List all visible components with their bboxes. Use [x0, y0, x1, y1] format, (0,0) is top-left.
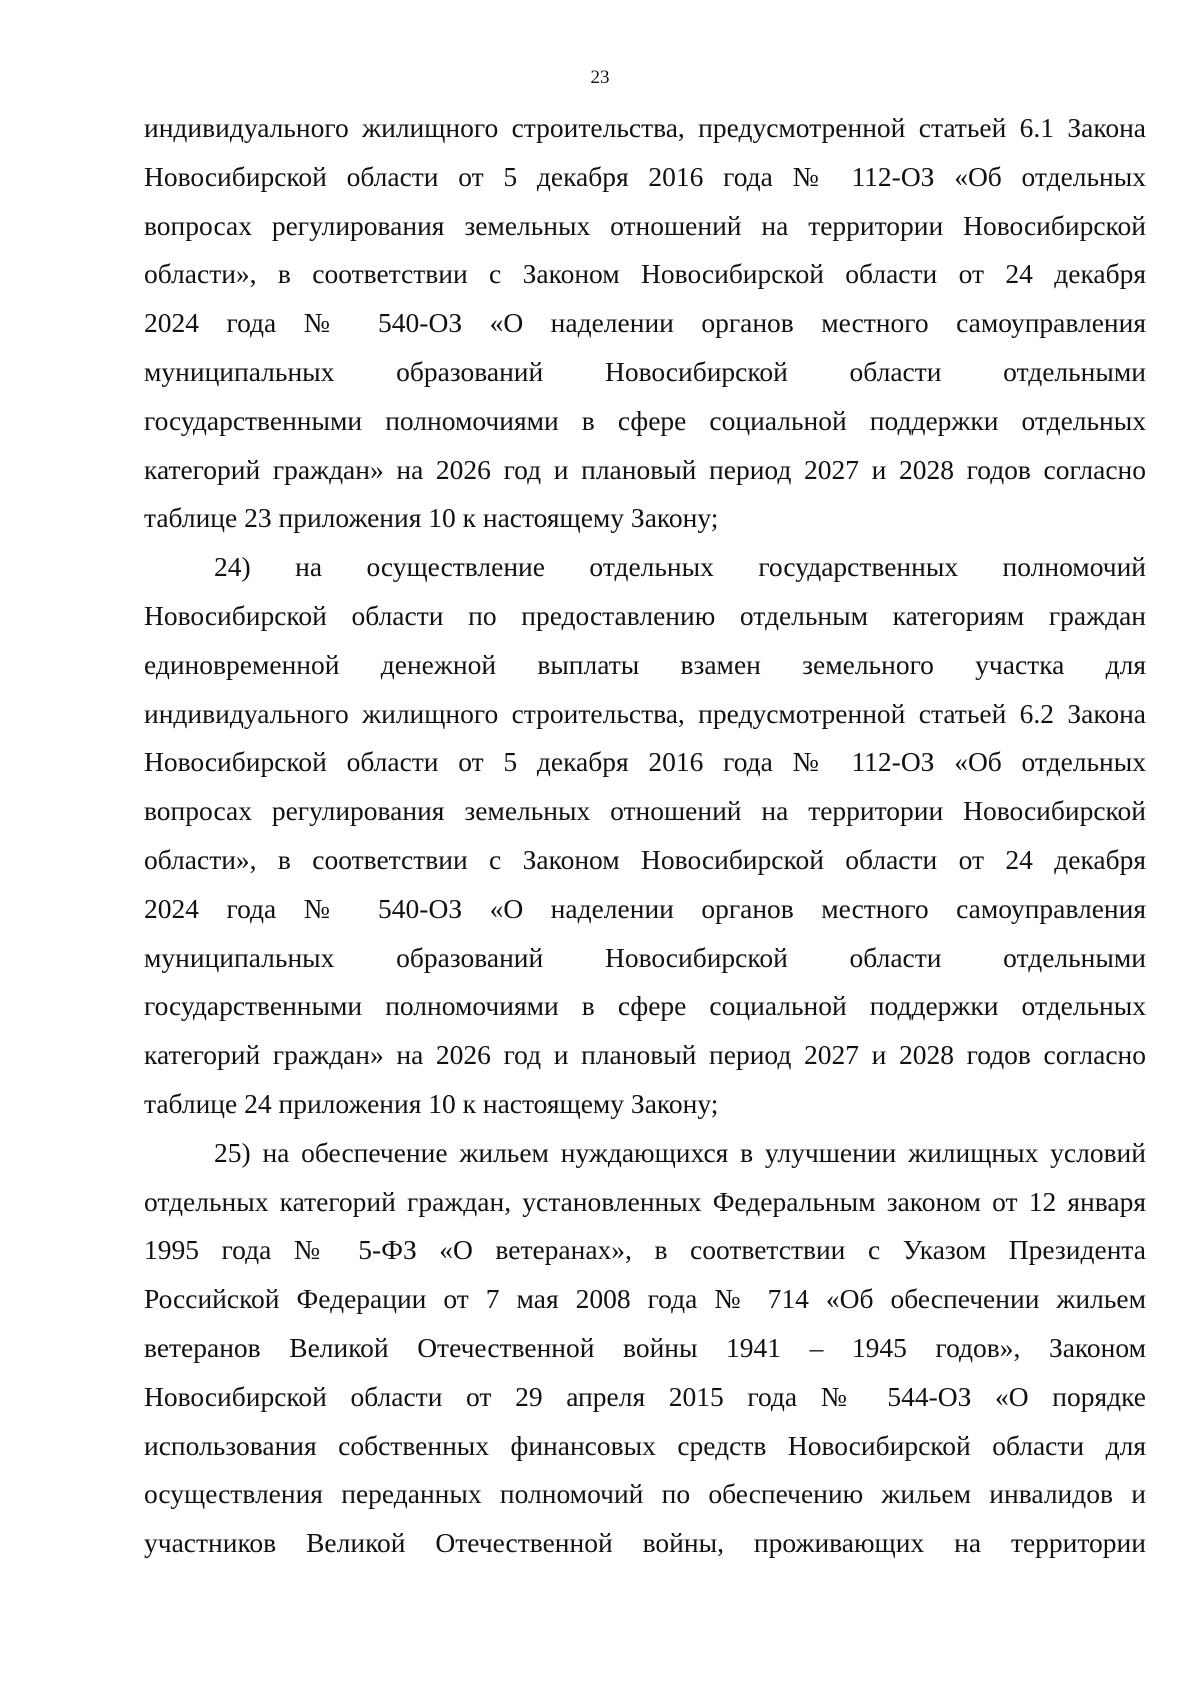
text-line: категорий граждан» на 2026 год и плановый период 2027 и 2028 годов согласно — [144, 1039, 1146, 1071]
text-line: области», в соответствии с Законом Новосибирской области от 24 декабря — [144, 843, 1146, 875]
text-line: области», в соответствии с Законом Новосибирской области от 24 декабря — [144, 258, 1146, 290]
text-line: категорий граждан» на 2026 год и плановый период 2027 и 2028 годов согласно — [144, 453, 1146, 485]
page-number: 23 — [590, 67, 610, 88]
text-line: участников Великой Отечественной войны, проживающих на территории — [144, 1527, 1146, 1559]
text-line: государственными полномочиями в сфере социальной поддержки отдельных — [144, 990, 1146, 1022]
text-line: 25) на обеспечение жильем нуждающихся в улучшении жилищных условий — [214, 1136, 1146, 1168]
text-line: ветеранов Великой Отечественной войны 1941 – 1945 годов», Законом — [144, 1331, 1146, 1363]
text-line: Новосибирской области от 29 апреля 2015 года № 544-ОЗ «О порядке — [144, 1380, 1146, 1412]
text-line: вопросах регулирования земельных отношений на территории Новосибирской — [144, 209, 1146, 241]
text-line: 2024 года № 540-ОЗ «О наделении органов местного самоуправления — [144, 307, 1146, 339]
text-line: единовременной денежной выплаты взамен земельного участка для — [144, 648, 1146, 680]
text-line: государственными полномочиями в сфере социальной поддержки отдельных — [144, 404, 1146, 436]
text-line: таблице 24 приложения 10 к настоящему Закону; — [144, 1087, 719, 1119]
text-line: Российской Федерации от 7 мая 2008 года № 714 «Об обеспечении жильем — [144, 1283, 1146, 1315]
text-line: индивидуального жилищного строительства, предусмотренной статьей 6.2 Закона — [144, 697, 1146, 729]
paragraph-item-25 — [144, 1129, 1146, 1568]
document-body — [144, 104, 1146, 1568]
text-line: вопросах регулирования земельных отношений на территории Новосибирской — [144, 795, 1146, 827]
text-line: муниципальных образований Новосибирской области отдельными — [144, 941, 1146, 973]
text-line: 1995 года № 5-ФЗ «О ветеранах», в соответствии с Указом Президента — [144, 1234, 1146, 1266]
text-line: 2024 года № 540-ОЗ «О наделении органов местного самоуправления — [144, 892, 1146, 924]
text-line: использования собственных финансовых средств Новосибирской области для — [144, 1429, 1146, 1461]
text-line: Новосибирской области по предоставлению отдельным категориям граждан — [144, 599, 1146, 631]
text-line: Новосибирской области от 5 декабря 2016 года № 112-ОЗ «Об отдельных — [144, 746, 1146, 778]
paragraph-item-24 — [144, 543, 1146, 1129]
text-line: таблице 23 приложения 10 к настоящему Закону; — [144, 502, 719, 534]
text-line: 24) на осуществление отдельных государственных полномочий — [214, 551, 1146, 583]
text-line: муниципальных образований Новосибирской области отдельными — [144, 355, 1146, 387]
text-line: отдельных категорий граждан, установленных Федеральным законом от 12 января — [144, 1185, 1146, 1217]
text-line: индивидуального жилищного строительства, предусмотренной статьей 6.1 Закона — [144, 112, 1146, 143]
text-line: осуществления переданных полномочий по обеспечению жильем инвалидов и — [144, 1478, 1146, 1510]
paragraph-item-23 — [144, 104, 1146, 543]
text-line: Новосибирской области от 5 декабря 2016 года № 112-ОЗ «Об отдельных — [144, 160, 1146, 192]
